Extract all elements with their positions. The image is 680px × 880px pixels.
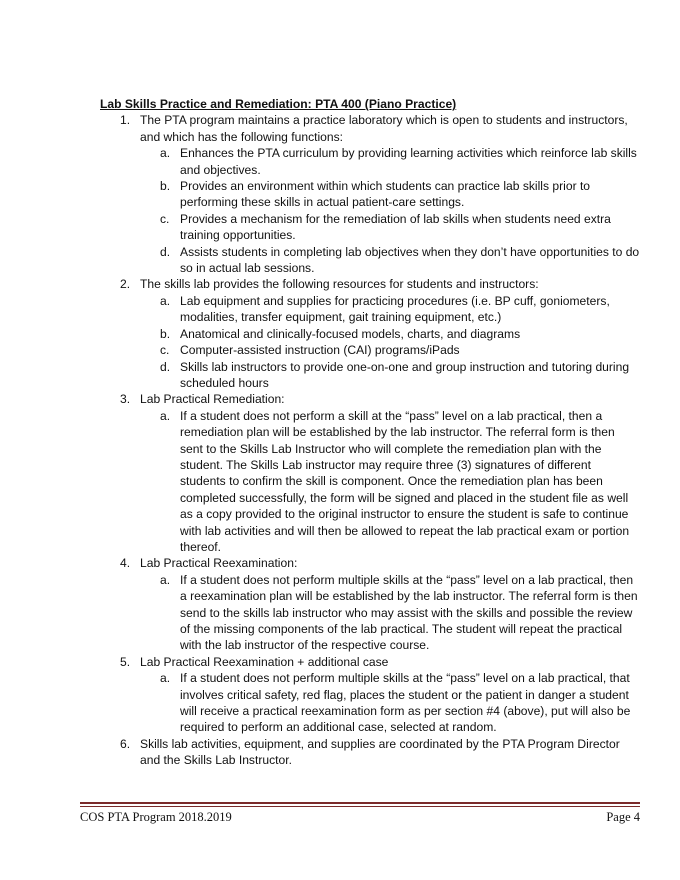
section-heading: Lab Skills Practice and Remediation: PTA 400 (Piano Practice) (100, 97, 457, 111)
sub-list-item-text: If a student does not perform multiple skills at the “pass” level on a lab practical, that involves critical safety, red flag, places the student or the patient in danger a student will receive a practical reexamination form as per section #4 (above), put will also be required to perform an additional case, selected at random. (180, 671, 631, 735)
sub-list (140, 293, 640, 391)
main-list (100, 112, 640, 768)
list-item-text: The PTA program maintains a practice laboratory which is open to students and instructors, and which has the following functions: (140, 113, 628, 144)
list-item-text: The skills lab provides the following resources for students and instructors: (140, 277, 539, 292)
sub-list (140, 145, 640, 276)
sub-list-item-letter: a. (160, 293, 171, 308)
list-item-number: 1. (120, 113, 131, 128)
sub-list-item (160, 408, 640, 556)
sub-list-item-text: If a student does not perform a skill at the “pass” level on a lab practical, then a remediation plan will be established by the lab instructor. The referral form is then sent to the Skills Lab Instructor who will complete the remediation plan with the student. The Skills Lab instructor may require three (3) signatures of different students to confirm the skill is component. Once the remediation plan has been completed successfully, the form will be signed and placed in the student file as well as a copy provided to the original instructor to ensure the student is safe to continue with lab activities and will then be allowed to repeat the lab practical exam or portion thereof. (180, 408, 630, 554)
list-item-number: 4. (120, 556, 131, 571)
sub-list-item (160, 359, 640, 392)
sub-list-item (160, 326, 640, 342)
sub-list-item-text: Provides an environment within which students can practice lab skills prior to performing these skills in actual patient-care settings. (180, 179, 591, 210)
sub-list-item-text: Anatomical and clinically-focused models, charts, and diagrams (180, 326, 521, 341)
sub-list-item-text: Lab equipment and supplies for practicing procedures (i.e. BP cuff, goniometers, modalities, transfer equipment, gait training equipment, etc.) (180, 293, 610, 325)
sub-list (140, 408, 640, 556)
sub-list-item-text: Provides a mechanism for the remediation of lab skills when students need extra training opportunities. (180, 211, 611, 243)
sub-list-item-text: Enhances the PTA curriculum by providing learning activities which reinforce lab skills and objectives. (180, 146, 637, 177)
sub-list-item (160, 178, 640, 211)
sub-list-item-text: If a student does not perform multiple skills at the “pass” level on a lab practical, then a reexamination plan will be established by the lab instructor. The referral form is then send to the skills lab instructor who may assist with the skills and possible the review of the missing components of the lab practical. The student will repeat the practical with the lab instructor of the respective course. (180, 572, 638, 653)
footer-program: COS PTA Program 2018.2019 (80, 810, 232, 824)
sub-list-item-letter: d. (160, 244, 171, 259)
sub-list-item-text: Assists students in completing lab objectives when they don’t have opportunities to do so in actual lab sessions. (180, 244, 640, 276)
sub-list-item-letter: a. (160, 146, 171, 161)
list-item (120, 276, 640, 391)
sub-list-item (160, 244, 640, 277)
sub-list (140, 572, 640, 654)
sub-list-item-letter: a. (160, 572, 171, 587)
list-item-number: 6. (120, 736, 131, 751)
list-item-text: Skills lab activities, equipment, and supplies are coordinated by the PTA Program Director and the Skills Lab Instructor. (140, 736, 620, 768)
sub-list-item-letter: b. (160, 326, 171, 341)
list-item (120, 654, 640, 736)
sub-list-item-text: Computer-assisted instruction (CAI) programs/iPads (180, 343, 460, 358)
sub-list-item-text: Skills lab instructors to provide one-on-one and group instruction and tutoring during scheduled hours (180, 359, 630, 390)
sub-list-item-letter: c. (160, 343, 170, 358)
sub-list-item-letter: a. (160, 408, 171, 423)
sub-list-item (160, 572, 640, 654)
list-item-text: Lab Practical Reexamination + additional case (140, 654, 389, 669)
list-item-number: 5. (120, 654, 131, 669)
sub-list-item-letter: a. (160, 671, 171, 686)
sub-list-item (160, 342, 640, 358)
list-item-text: Lab Practical Remediation: (140, 392, 285, 407)
list-item (120, 112, 640, 276)
list-item-text: Lab Practical Reexamination: (140, 556, 298, 571)
document-body (100, 96, 640, 769)
sub-list-item-letter: b. (160, 179, 171, 194)
sub-list-item-letter: c. (160, 211, 170, 226)
footer-page-number: Page 4 (606, 810, 640, 824)
sub-list-item (160, 293, 640, 326)
list-item (120, 555, 640, 653)
sub-list-item (160, 670, 640, 736)
sub-list-item (160, 145, 640, 178)
sub-list (140, 670, 640, 736)
footer-rule (80, 802, 640, 804)
list-item (120, 391, 640, 555)
list-item-number: 3. (120, 392, 131, 407)
sub-list-item-letter: d. (160, 359, 171, 374)
footer-rule-thin (80, 806, 640, 807)
list-item-number: 2. (120, 277, 131, 292)
list-item (120, 736, 640, 769)
sub-list-item (160, 211, 640, 244)
